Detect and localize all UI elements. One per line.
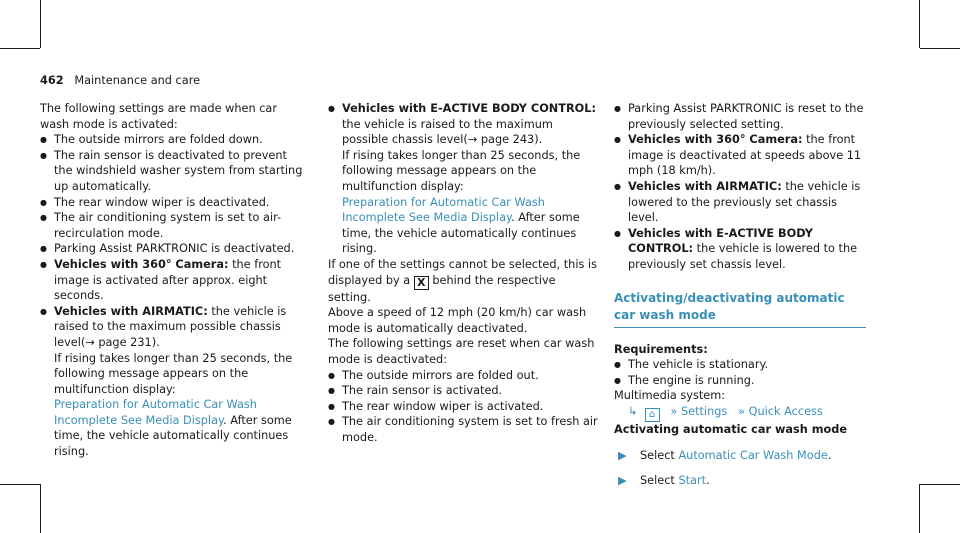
display-message-link: Preparation for Automatic Car Wash Incomplete See Media Display [342,195,545,225]
menu-item-car-wash-mode: Automatic Car Wash Mode [678,448,828,462]
crop-mark [40,0,41,48]
step-1: ▶ Select Automatic Car Wash Mode. [618,448,832,462]
list-item: ● Vehicles with 360° Camera: the front image is activated after approx. eight seconds. [40,257,308,304]
rising-note: If rising takes longer than 25 seconds, the following message appears on the multifunction display: [342,148,581,193]
display-message-link: Preparation for Automatic Car Wash Incomplete See Media Display [54,398,257,427]
reset-intro: The following settings are reset when car wash mode is deactivated: [328,337,595,366]
arrow-right-icon: ▶ [618,474,627,488]
crop-mark [919,484,920,533]
chevron-right-icon: » [738,404,745,418]
home-icon: ⌂ [645,408,660,422]
section-title: Maintenance and care [74,74,201,87]
list-item: ● The rear window wiper is activated. [328,399,600,415]
list-item: ● The rain sensor is deactivated to prevent the windshield washer system from starting up automatically. [40,148,308,195]
list-item: ● Vehicles with E-ACTIVE BODY CONTROL: the vehicle is raised to the maximum possible chassis level(→ page 243). [328,101,600,148]
nav-quick-access: Quick Access [748,404,823,418]
speed-note: Above a speed of 12 mph (20 km/h) car wash mode is automatically deactivated. [328,306,587,335]
crop-mark [40,484,41,533]
list-item: ● Parking Assist PARKTRONIC is deactivated. [40,241,308,257]
activated-settings-list [40,132,308,350]
column-3 [614,101,866,489]
return-arrow-icon: ↳ [628,404,638,418]
column-2 [328,101,600,445]
x-icon: X [414,276,429,290]
list-item: ● Vehicles with AIRMATIC: the vehicle is raised to the maximum possible chassis level(→ page 231). [40,304,308,351]
crop-mark [920,48,960,49]
list-item: ● The rain sensor is activated. [328,383,600,399]
nav-settings: Settings [680,404,728,418]
crop-mark [919,0,920,48]
eabc-list [328,101,600,148]
page-number: 462 [40,74,64,87]
list-item: ● The engine is running. [614,373,866,389]
list-item: ● Parking Assist PARKTRONIC is reset to the previously selected setting. [614,101,866,132]
message-note: Preparation for Automatic Car Wash Incomplete See Media Display. After some time, the vehicle automatically continues rising. [54,398,292,459]
deactivated-settings-list [328,368,600,446]
list-item: ● Vehicles with 360° Camera: the front image is deactivated at speeds above 11 mph (18 km/h). [614,132,866,179]
step-2: ▶ Select Start. [618,474,710,488]
reset-settings-list [614,101,866,273]
crop-mark [920,484,960,485]
navigation-path [614,404,866,422]
crop-mark [0,48,40,49]
requirements-title: Requirements: [614,342,708,356]
list-item: ● The outside mirrors are folded out. [328,368,600,384]
menu-item-start: Start [678,474,707,488]
chevron-right-icon: » [670,404,678,418]
requirements-list [614,357,866,388]
intro-text: The following settings are made when car wash mode is activated: [40,102,277,131]
list-item: ● The rear window wiper is deactivated. [40,195,308,211]
subsection-heading: Activating automatic car wash mode [614,422,848,436]
arrow-right-icon: ▶ [618,448,627,462]
crop-mark [0,484,40,485]
page-header [40,73,200,89]
section-heading: Activating/deactivating automatic car wash mode [614,290,866,328]
rising-note: If rising takes longer than 25 seconds, the following message appears on the multifunction display: [54,351,293,396]
not-selectable-note: If one of the settings cannot be selected, this is displayed by a X behind the respective setting. [328,257,597,304]
column-1 [40,101,308,460]
list-item: ● Vehicles with E-ACTIVE BODY CONTROL: the vehicle is lowered to the previously set chassis level. [614,226,866,273]
list-item: ● The air conditioning system is set to fresh air mode. [328,414,600,445]
list-item: ● Vehicles with AIRMATIC: the vehicle is lowered to the previously set chassis level. [614,179,866,226]
list-item: ● The outside mirrors are folded down. [40,132,308,148]
list-item: ● The vehicle is stationary. [614,357,866,373]
message-note: Preparation for Automatic Car Wash Incomplete See Media Display. After some time, the vehicle automatically continues rising. [342,195,580,256]
multimedia-label: Multimedia system: [614,389,726,403]
list-item: ● The air conditioning system is set to air-recirculation mode. [40,210,308,241]
